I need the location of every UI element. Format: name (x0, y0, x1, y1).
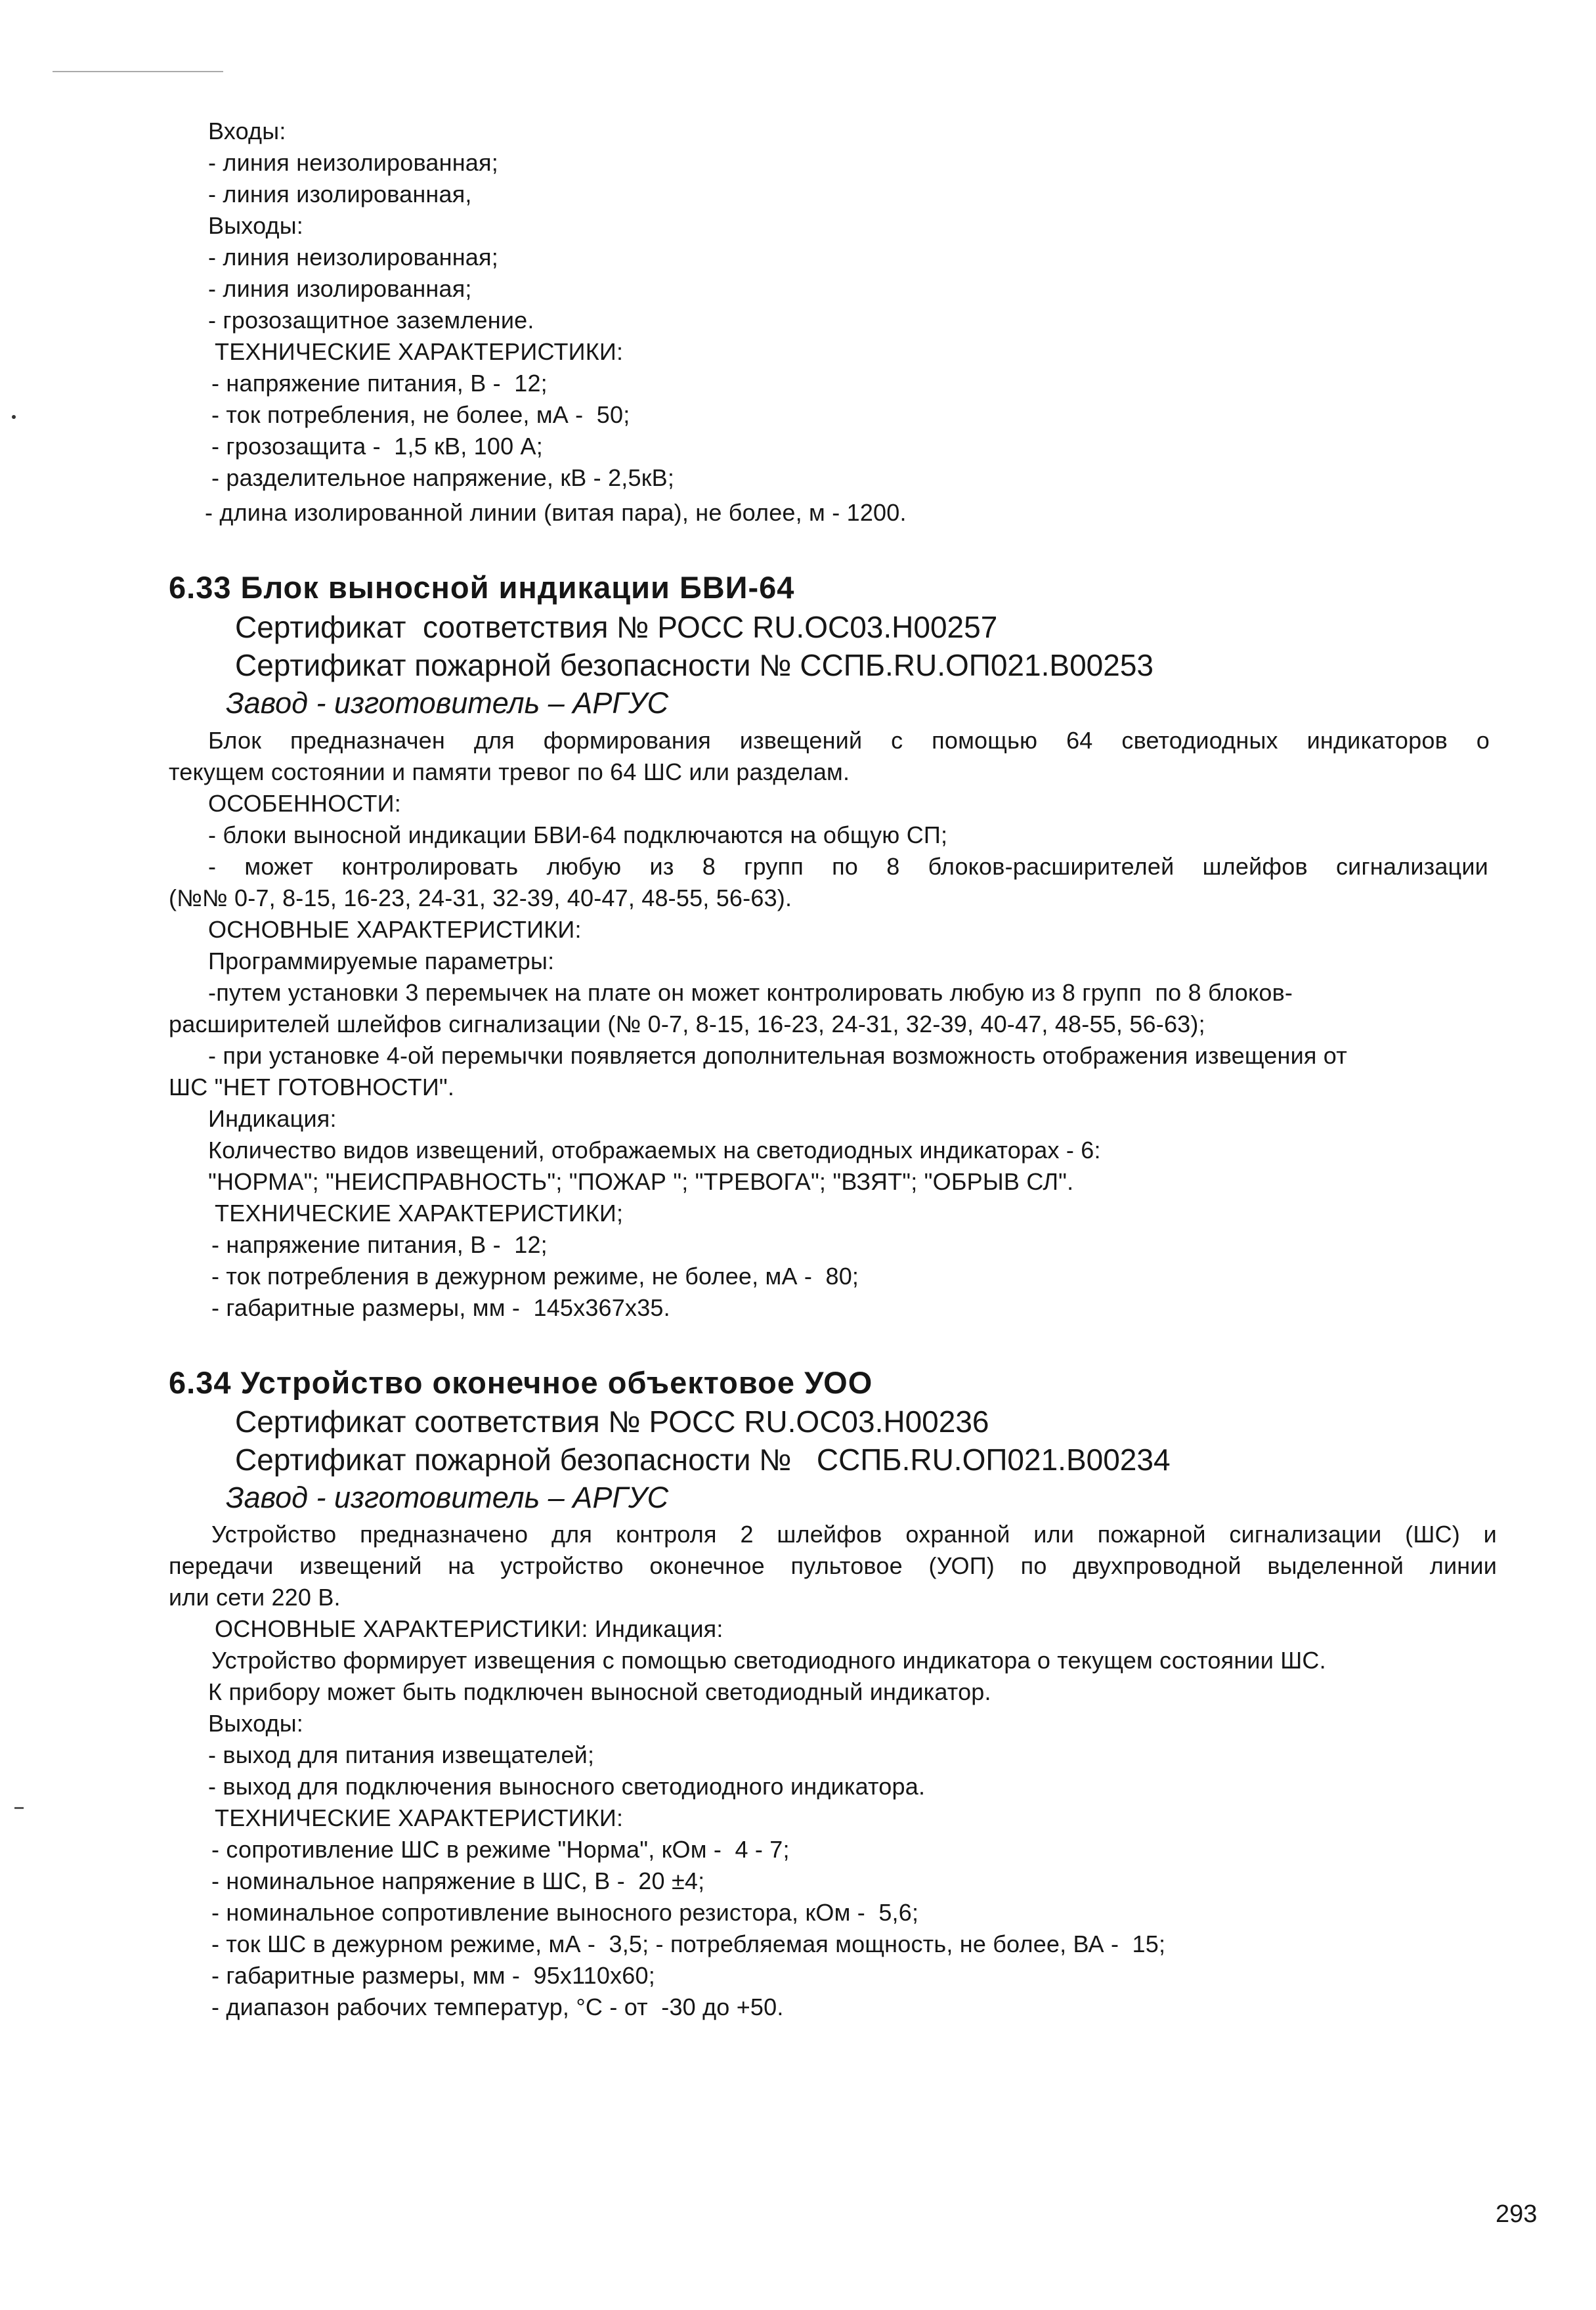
text-line: - разделительное напряжение, кВ - 2,5кВ; (211, 464, 675, 491)
text-line: Количество видов извещений, отображаемых на светодиодных индикаторах - 6: (208, 1137, 1101, 1164)
text-line: - напряжение питания, В - 12; (211, 370, 548, 397)
text-line: К прибору может быть подключен выносной светодиодный индикатор. (208, 1678, 991, 1705)
text-line: - может контролировать любую из 8 групп по 8 блоков-расширителей шлейфов сигнализации (208, 853, 1488, 880)
text-line: -путем установки 3 перемычек на плате он может контролировать любую из 8 групп по 8 блоков- (208, 979, 1293, 1006)
conformity-certificate: Сертификат соответствия № РОСС RU.OC03.H00236 (235, 1405, 989, 1439)
conformity-certificate: Сертификат соответствия № РОСС RU.OC03.H00257 (235, 610, 998, 644)
text-line: - линия изолированная, (208, 181, 472, 207)
text-line: передачи извещений на устройство оконечное пультовое (УОП) по двухпроводной выделенной линии (169, 1552, 1497, 1579)
page-number: 293 (1496, 2200, 1538, 2228)
text-line: - напряжение питания, В - 12; (211, 1231, 548, 1258)
text-line: - сопротивление ШС в режиме "Норма", кОм - 4 - 7; (211, 1836, 790, 1863)
text-line: - линия неизолированная; (208, 244, 498, 271)
text-line: - номинальное напряжение в ШС, В - 20 ±4; (211, 1867, 705, 1894)
text-line: - линия неизолированная; (208, 149, 498, 176)
section-heading: 6.33 Блок выносной индикации БВИ-64 (169, 570, 795, 605)
text-line: - грозозащита - 1,5 кВ, 100 А; (211, 433, 543, 460)
text-line: или сети 220 В. (169, 1584, 341, 1611)
text-line: - ток потребления в дежурном режиме, не более, мА - 80; (211, 1263, 859, 1290)
text-line: расширителей шлейфов сигнализации (№ 0-7, 8-15, 16-23, 24-31, 32-39, 40-47, 48-55, 56-63); (169, 1011, 1205, 1037)
text-line: Выходы: (208, 1710, 303, 1737)
text-line: - выход для питания извещателей; (208, 1741, 595, 1768)
text-line: - габаритные размеры, мм - 95x110x60; (211, 1962, 655, 1989)
text-line: - при установке 4-ой перемычки появляется дополнительная возможность отображения извещения от (208, 1042, 1347, 1069)
text-line: Устройство предназначено для контроля 2 шлейфов охранной или пожарной сигнализации (ШС) и (211, 1521, 1497, 1548)
text-line: - диапазон рабочих температур, °С - от -30 до +50. (211, 1994, 784, 2020)
scan-artifact (12, 415, 16, 419)
text-line: Входы: (208, 118, 286, 144)
scan-artifact (53, 71, 223, 72)
text-line: - номинальное сопротивление выносного резистора, кОм - 5,6; (211, 1899, 919, 1926)
section-heading: 6.34 Устройство оконечное объектовое УОО (169, 1365, 873, 1400)
manufacturer: Завод - изготовитель – АРГУС (226, 686, 669, 720)
manufacturer: Завод - изготовитель – АРГУС (226, 1481, 669, 1514)
text-line: Индикация: (208, 1105, 337, 1132)
text-line: Блок предназначен для формирования извещений с помощью 64 светодиодных индикаторов о (208, 727, 1490, 754)
text-line: "НОРМА"; "НЕИСПРАВНОСТЬ"; "ПОЖАР "; "ТРЕВОГА"; "ВЗЯТ"; "ОБРЫВ СЛ". (208, 1168, 1074, 1195)
text-line: Устройство формирует извещения с помощью светодиодного индикатора о текущем состоянии ШС. (211, 1647, 1326, 1674)
text-line: текущем состоянии и памяти тревог по 64 ШС или разделам. (169, 758, 850, 785)
text-line: Выходы: (208, 212, 303, 239)
text-line: - габаритные размеры, мм - 145x367x35. (211, 1294, 670, 1321)
text-line: - выход для подключения выносного светодиодного индикатора. (208, 1773, 926, 1800)
text-line: ТЕХНИЧЕСКИЕ ХАРАКТЕРИСТИКИ; (215, 1200, 624, 1227)
scan-artifact (14, 1807, 24, 1809)
text-line: ТЕХНИЧЕСКИЕ ХАРАКТЕРИСТИКИ: (215, 338, 624, 365)
text-line: ШС "НЕТ ГОТОВНОСТИ". (169, 1074, 455, 1101)
fire-safety-certificate: Сертификат пожарной безопасности № ССПБ.RU.ОП021.B00253 (235, 648, 1154, 682)
text-line: (№№ 0-7, 8-15, 16-23, 24-31, 32-39, 40-47, 48-55, 56-63). (169, 884, 792, 911)
fire-safety-certificate: Сертификат пожарной безопасности № ССПБ.RU.ОП021.B00234 (235, 1443, 1171, 1477)
text-line: ТЕХНИЧЕСКИЕ ХАРАКТЕРИСТИКИ: (215, 1804, 624, 1831)
text-line: - длина изолированной линии (витая пара), не более, м - 1200. (205, 499, 907, 526)
text-line: ОСНОВНЫЕ ХАРАКТЕРИСТИКИ: (208, 916, 582, 943)
text-line: - ток потребления, не более, мА - 50; (211, 401, 630, 428)
text-line: ОСНОВНЫЕ ХАРАКТЕРИСТИКИ: Индикация: (215, 1615, 723, 1642)
text-line: - ток ШС в дежурном режиме, мА - 3,5; - потребляемая мощность, не более, ВА - 15; (211, 1930, 1166, 1957)
text-line: - линия изолированная; (208, 275, 472, 302)
text-line: Программируемые параметры: (208, 948, 555, 974)
text-line: - блоки выносной индикации БВИ-64 подключаются на общую СП; (208, 821, 948, 848)
text-line: - грозозащитное заземление. (208, 307, 534, 334)
text-line: ОСОБЕННОСТИ: (208, 790, 401, 817)
